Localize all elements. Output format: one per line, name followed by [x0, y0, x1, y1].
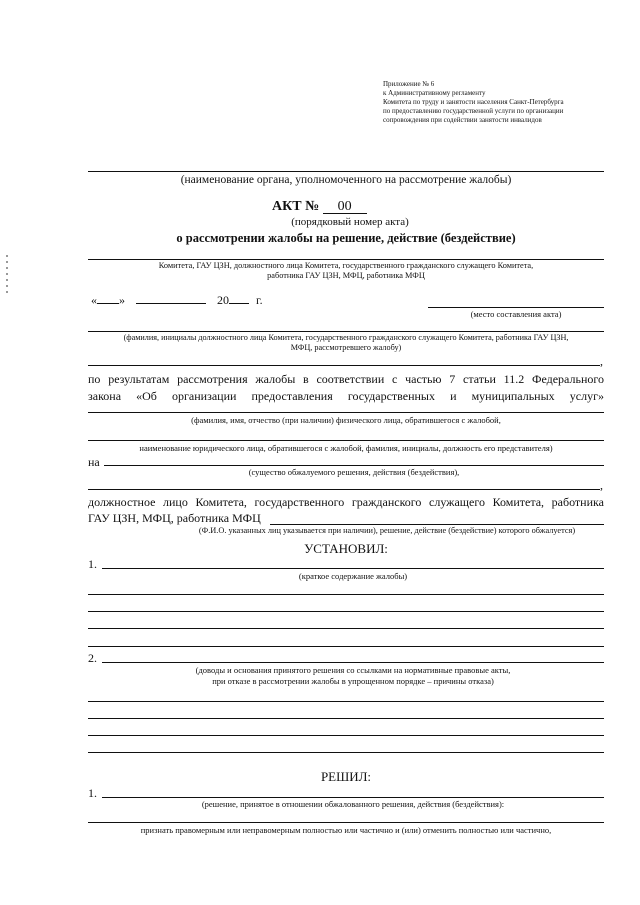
complaint-blank[interactable] — [102, 568, 604, 569]
open-quote: « — [91, 293, 97, 307]
annex-line: к Административному регламенту — [383, 89, 486, 97]
complaint-caption: (краткое содержание жалобы) — [298, 571, 408, 581]
annex-line: по предоставлению государственной услуги по организации — [383, 107, 564, 115]
complaint-line[interactable] — [88, 594, 604, 595]
decision-footer: признать правомерным или неправомерным полностью или частично и (или) отменить полностью или частично, — [140, 825, 552, 835]
established-item-1-num: 1. — [88, 557, 97, 571]
legal-blank[interactable] — [88, 440, 604, 441]
act-label: АКТ № — [272, 199, 320, 214]
results-line-1: по результатам рассмотрения жалобы в соответствии с частью 7 статьи 11.2 Федерального — [88, 372, 604, 386]
fio-caption: (Ф.И.О. указанных лиц указывается при наличии), решение, действие (бездействие) которого обжалуется) — [198, 526, 576, 535]
grounds-blank[interactable] — [102, 662, 604, 663]
day-blank[interactable] — [97, 293, 119, 304]
official-blank-2[interactable] — [88, 365, 600, 366]
grounds-line[interactable] — [88, 718, 604, 719]
grounds-line[interactable] — [88, 735, 604, 736]
established-heading: УСТАНОВИЛ: — [304, 541, 388, 556]
grounds-caption-line: при отказе в рассмотрении жалобы в упрощенном порядке – причины отказа) — [212, 676, 494, 686]
on-label: на — [88, 455, 100, 469]
grounds-caption-line: (доводы и основания принятого решения со ссылками на нормативные правовые акты, — [195, 665, 511, 675]
official-comma: , — [600, 354, 603, 368]
authority-blank[interactable] — [88, 171, 604, 172]
entity-blank[interactable] — [88, 259, 604, 260]
grounds-caption — [102, 665, 604, 687]
place-caption: (место составления акта) — [470, 309, 562, 319]
grounds-line[interactable] — [88, 701, 604, 702]
official-line-2: ГАУ ЦЗН, МФЦ, работника МФЦ — [88, 511, 261, 525]
place-blank[interactable] — [428, 307, 604, 308]
essence-blank-2[interactable] — [88, 489, 600, 490]
official-caption — [88, 333, 604, 353]
applicant-caption: (фамилия, имя, отчество (при наличии) физического лица, обратившегося с жалобой, — [191, 415, 501, 425]
entities-caption — [88, 261, 604, 281]
established-item-2-num: 2. — [88, 651, 97, 665]
act-title — [272, 199, 422, 215]
entities-line: работника ГАУ ЦЗН, МФЦ, работника МФЦ — [267, 271, 425, 280]
year-prefix: 20 — [217, 293, 229, 307]
complaint-line[interactable] — [88, 611, 604, 612]
complaint-line[interactable] — [88, 646, 604, 647]
annex-line: Приложение № 6 — [383, 80, 435, 88]
act-subject: о рассмотрении жалобы на решение, действие (бездействие) — [176, 231, 516, 245]
decided-heading: РЕШИЛ: — [320, 769, 372, 784]
applicant-blank[interactable] — [88, 412, 604, 413]
annex-line: Комитета по труду и занятости населения Санкт-Петербурга — [383, 98, 564, 106]
results-line-2: закона «Об организации предоставления государственных и муниципальных услуг» — [88, 389, 604, 403]
official-blank[interactable] — [88, 331, 604, 332]
grounds-line[interactable] — [88, 752, 604, 753]
legal-caption: наименование юридического лица, обратившегося с жалобой, фамилия, инициалы, должность его представителя) — [139, 443, 553, 453]
date-row — [91, 293, 263, 308]
official-caption-line: (фамилия, инициалы должностного лица Комитета, государственного гражданского служащего Комитета, работника ГАУ ЦЗН, — [123, 333, 569, 342]
scan-artifact — [6, 255, 8, 295]
decision-caption: (решение, принятое в отношении обжалованного решения, действия (бездействия): — [201, 799, 505, 809]
year-blank[interactable] — [229, 293, 249, 304]
essence-blank[interactable] — [104, 465, 604, 466]
official-fio-blank[interactable] — [270, 524, 604, 525]
annex-block — [383, 80, 633, 125]
essence-caption: (существо обжалуемого решения, действия (бездействия), — [248, 467, 460, 477]
year-suffix: г. — [256, 293, 263, 307]
act-number[interactable]: 00 — [323, 200, 367, 214]
essence-comma: , — [600, 478, 603, 492]
annex-line: сопровождения при содействии занятости инвалидов — [383, 116, 542, 124]
official-line-1: должностное лицо Комитета, государственного гражданского служащего Комитета, работника — [88, 495, 604, 509]
official-caption-line: МФЦ, рассмотревшего жалобу) — [290, 343, 402, 352]
close-quote: » — [119, 293, 125, 307]
authority-caption: (наименование органа, уполномоченного на рассмотрение жалобы) — [180, 174, 512, 186]
month-blank[interactable] — [136, 293, 206, 304]
decided-item-1-num: 1. — [88, 786, 97, 800]
decision-blank[interactable] — [102, 797, 604, 798]
complaint-line[interactable] — [88, 628, 604, 629]
decision-line[interactable] — [88, 822, 604, 823]
act-number-caption: (порядковый номер акта) — [291, 216, 409, 228]
entities-line: Комитета, ГАУ ЦЗН, должностного лица Комитета, государственного гражданского служащего Комитета, — [158, 261, 534, 270]
